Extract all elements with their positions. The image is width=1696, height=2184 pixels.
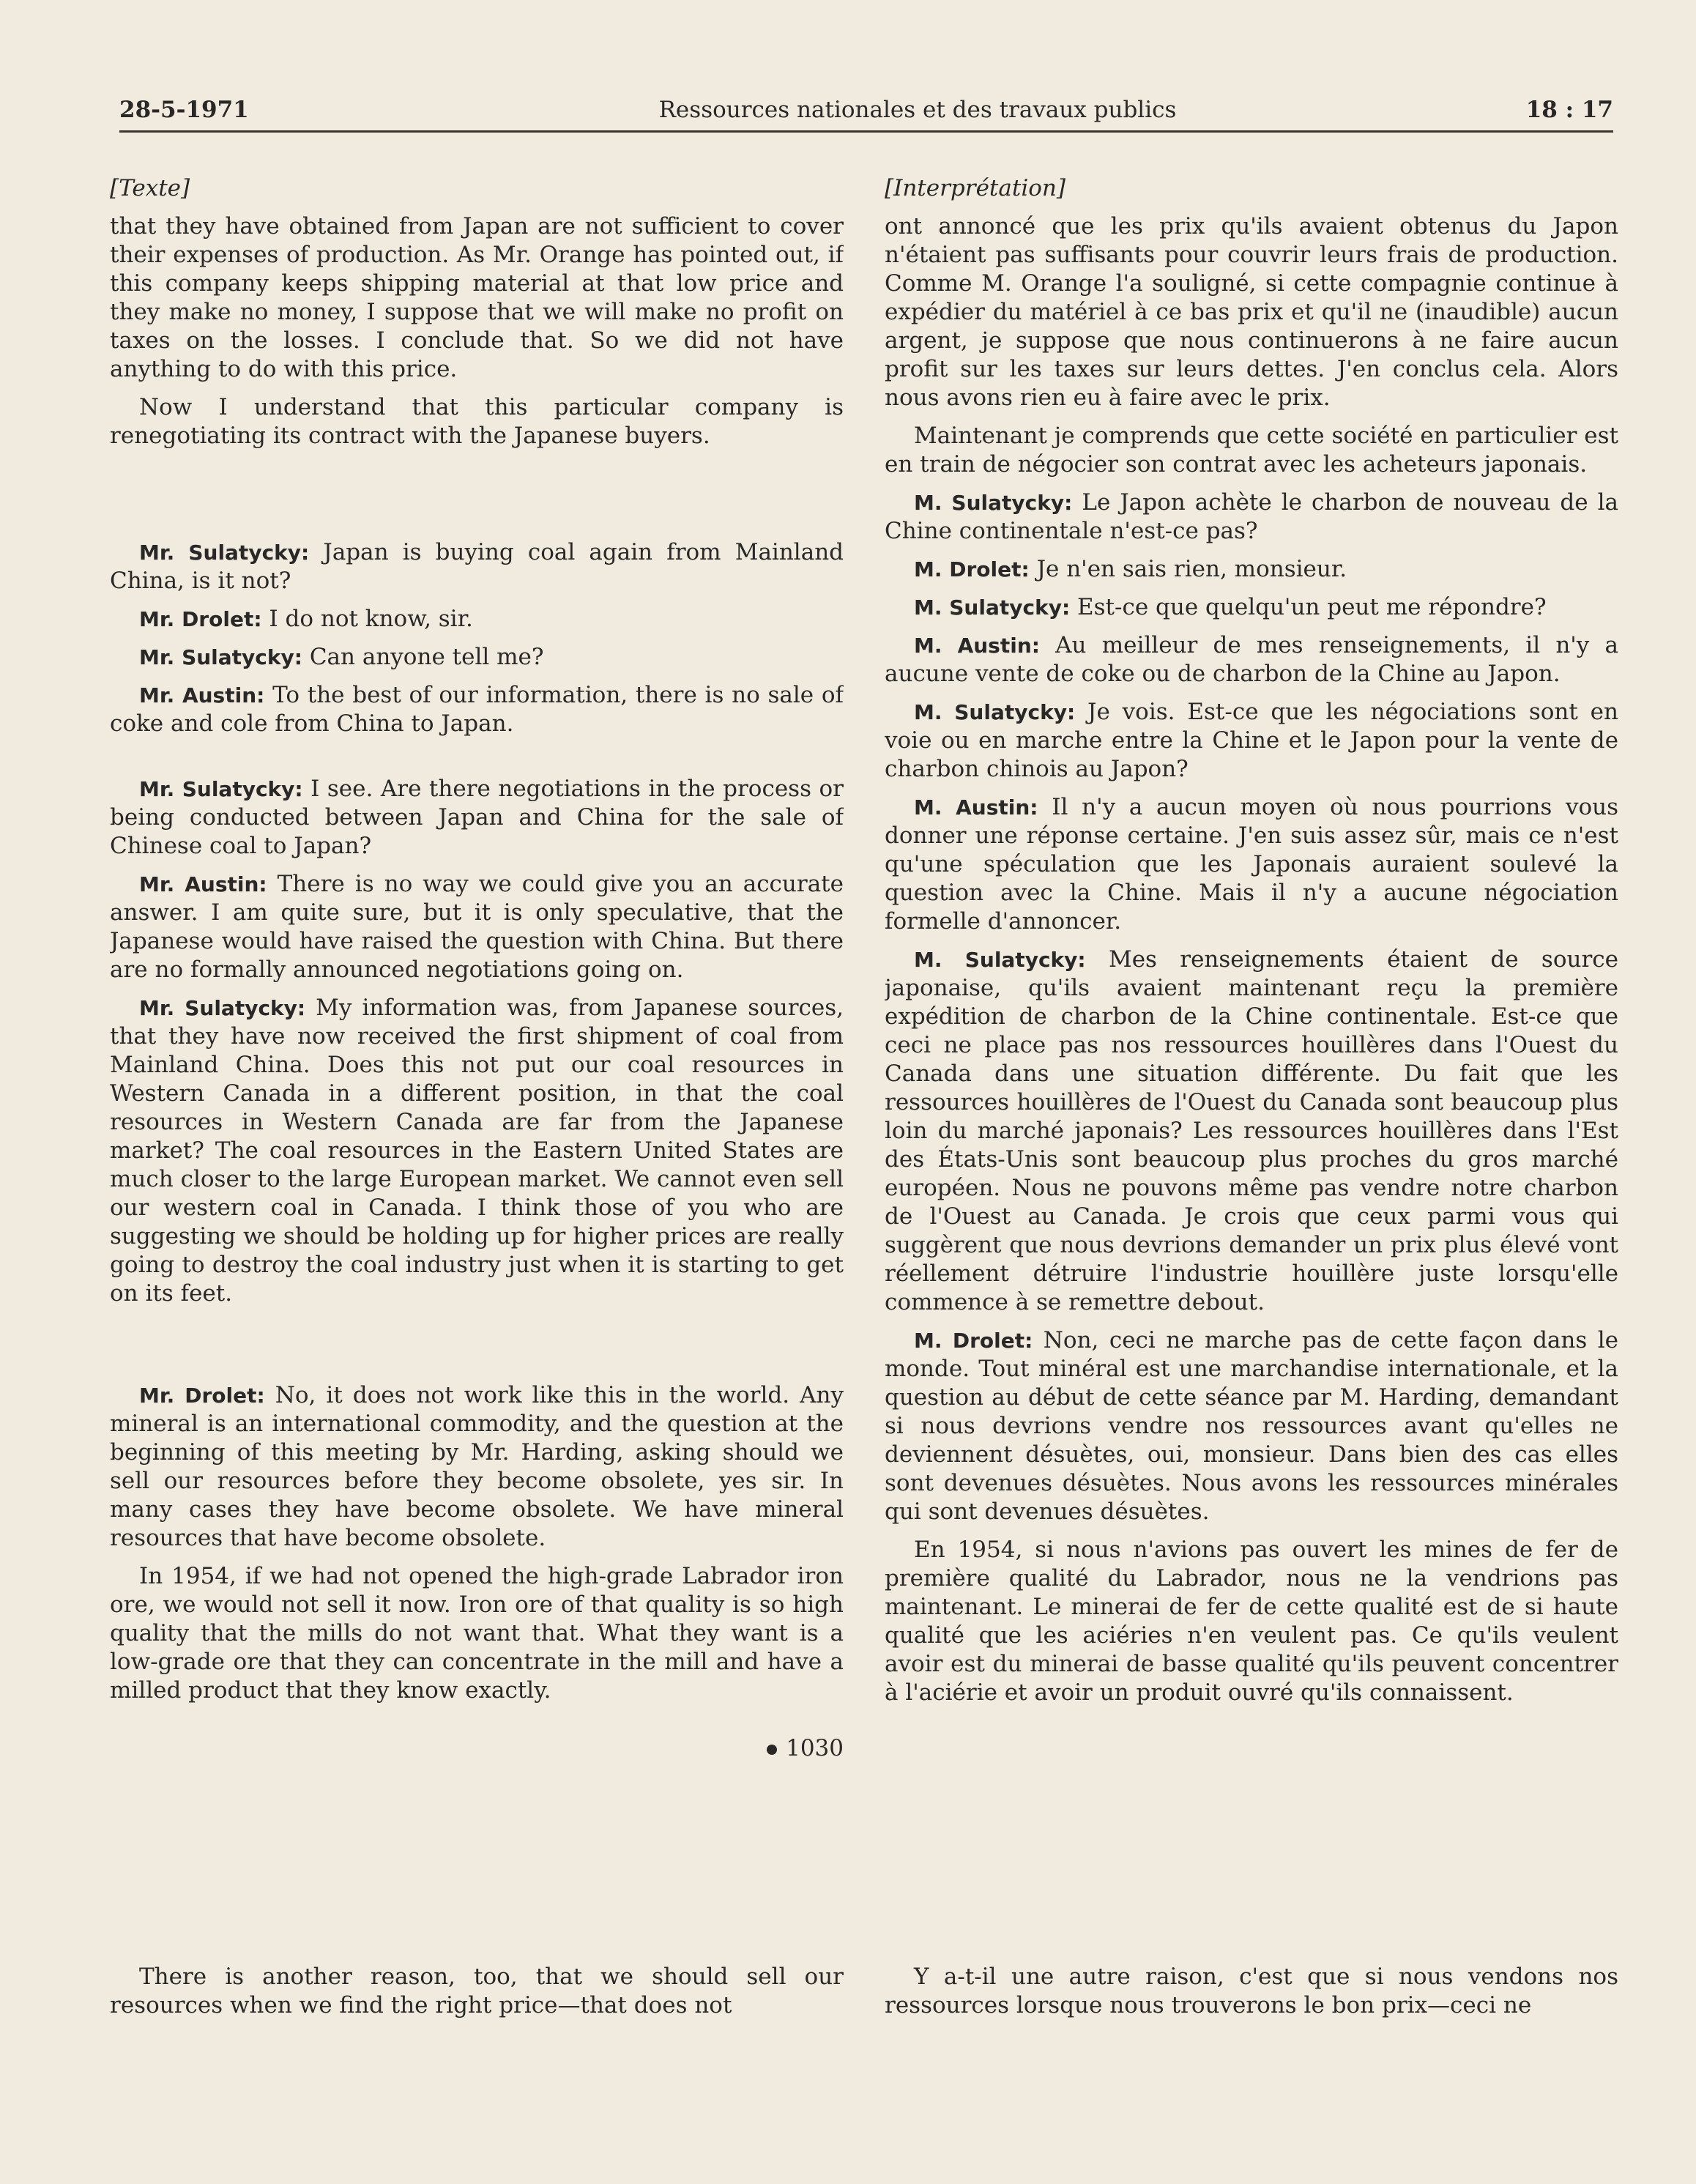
- speech: [885, 698, 1618, 784]
- speech-text: Japan is buying coal again from Mainland China, is it not?: [110, 539, 844, 594]
- speech-text: Can anyone tell me?: [309, 644, 544, 670]
- paragraph: There is another reason, too, that we should sell our resources when we find the right price—that does not: [110, 1964, 844, 2018]
- speech: [110, 994, 844, 1308]
- speech: [110, 870, 844, 984]
- speech: [110, 643, 844, 672]
- header-date: 28-5-1971: [119, 97, 249, 123]
- paragraph: Maintenant je comprends que cette société en particulier est en train de négocier son contrat avec les acheteurs japonais.: [885, 423, 1618, 478]
- speech: [110, 1381, 844, 1553]
- speech-text: No, it does not work like this in the world. Any mineral is an international commodity, and the question at the beginning of this meeting by Mr. Harding, asking should we sell our resources before they become obsolete, yes sir. In many cases they have become obsolete. We have mineral resources that have become obsolete.: [110, 1382, 844, 1551]
- speech-text: I see. Are there negotiations in the process or being conducted between Japan and China for the sale of Chinese coal to Japan?: [110, 776, 844, 859]
- speaker: M. Sulatycky:: [914, 700, 1076, 724]
- speech-text: There is no way we could give you an accurate answer. I am quite sure, but it is only speculative, that the Japanese would have raised the question with China. But there are no formally announced negotiations going on.: [110, 871, 844, 983]
- paragraph: ont annoncé que les prix qu'ils avaient obtenus du Japon n'étaient pas suffisants pour couvrir leurs frais de production. Comme M. Orange l'a souligné, si cette compagnie continue à expédier du matériel à ce bas prix et qu'il ne (inaudible) aucun argent, je suppose que nous continuerons à ne faire aucun profit sur les taxes sur leurs dettes. J'en conclus cela. Alors nous avons rien eu à faire avec le prix.: [885, 213, 1618, 411]
- speech-text: Est-ce que quelqu'un peut me répondre?: [1077, 594, 1547, 620]
- speech: [885, 946, 1618, 1317]
- header-rule: [119, 130, 1613, 133]
- french-bottom-block: [885, 1963, 1618, 2020]
- speaker: Mr. Sulatycky:: [139, 541, 310, 565]
- speech: [110, 605, 844, 634]
- header-title: Ressources nationales et des travaux publics: [658, 97, 1177, 123]
- time-marker-value: 1030: [786, 1735, 844, 1761]
- speech-text: Je vois. Est-ce que les négociations sont en voie ou en marche entre la Chine et le Japon pour la vente de charbon chinois au Japon?: [885, 699, 1618, 782]
- speaker: Mr. Austin:: [139, 872, 267, 896]
- english-bottom-block: [110, 1963, 844, 2020]
- speaker: M. Austin:: [914, 795, 1038, 820]
- paragraph: En 1954, si nous n'avions pas ouvert les mines de fer de première qualité du Labrador, nous ne la vendrions pas maintenant. Le minerai de fer de cette qualité est de si haute qualité que les aciéries n'en veulent pas. Ce qu'ils veulent avoir est du minerai de basse qualité qu'ils peuvent concentrer à l'aciérie et avoir un produit ouvré qu'ils connaissent.: [885, 1537, 1618, 1706]
- speech: [110, 775, 844, 861]
- speech-text: Mes renseignements étaient de source japonaise, qu'ils avaient maintenant reçu la première expédition de charbon de la Chine continentale. Est-ce que ceci ne place pas nos ressources houillères dans l'Ouest du Canada dans une situation différente. Du fait que les ressources houillères de l'Ouest du Canada sont beaucoup plus loin du marché japonais? Les ressources houillères dans l'Est des États-Unis sont beaucoup plus proches du gros marché européen. Nous ne pouvons même pas vendre notre charbon de l'Ouest au Canada. Je crois que ceux parmi vous qui suggèrent que nous devrions demander un prix plus élevé vont réellement détruire l'industrie houillère juste lorsqu'elle commence à se remettre debout.: [885, 946, 1618, 1315]
- speech-text: Au meilleur de mes renseignements, il n'y a aucune vente de coke ou de charbon de la Chine au Japon.: [885, 632, 1618, 687]
- paragraph: In 1954, if we had not opened the high-grade Labrador iron ore, we would not sell it now. Iron ore of that quality is so high quality that the mills do not want that. What they want is a low-grade ore that they can concentrate in the mill and have a milled product that they know exactly.: [110, 1563, 844, 1704]
- speech-text: Je n'en sais rien, monsieur.: [1036, 556, 1347, 582]
- speaker: Mr. Sulatycky:: [139, 645, 302, 669]
- speaker: M. Sulatycky:: [914, 948, 1086, 972]
- speech: [110, 538, 844, 595]
- speech: [885, 1326, 1618, 1526]
- column-label: [Interprétation]: [885, 175, 1065, 201]
- time-marker: [110, 1734, 844, 1763]
- speech: [885, 631, 1618, 688]
- speaker: M. Sulatycky:: [914, 491, 1073, 515]
- speech-text: Le Japon achète le charbon de nouveau de la Chine continentale n'est-ce pas?: [885, 489, 1618, 544]
- french-column: [885, 174, 1618, 2049]
- speaker: Mr. Drolet:: [139, 607, 262, 631]
- paragraph: Now I understand that this particular company is renegotiating its contract with the Japanese buyers.: [110, 394, 844, 449]
- speaker: M. Sulatycky:: [914, 595, 1071, 620]
- speech-text: To the best of our information, there is no sale of coke and cole from China to Japan.: [110, 682, 844, 737]
- speech: [885, 793, 1618, 936]
- speaker: Mr. Sulatycky:: [139, 996, 306, 1020]
- speech: [885, 555, 1618, 584]
- speaker: Mr. Drolet:: [139, 1383, 265, 1408]
- paragraph: Y a-t-il une autre raison, c'est que si nous vendons nos ressources lorsque nous trouverons le bon prix—ceci ne: [885, 1964, 1618, 2018]
- speech-text: Il n'y a aucun moyen où nous pourrions vous donner une réponse certaine. J'en suis assez sûr, mais ce n'est qu'une spéculation que les Japonais auraient soulevé la question avec la Chine. Mais il n'y a aucune négociation formelle d'annoncer.: [885, 794, 1618, 935]
- speaker: M. Drolet:: [914, 1329, 1033, 1353]
- speaker: Mr. Sulatycky:: [139, 777, 303, 801]
- running-header: [119, 94, 1613, 129]
- speech: [110, 681, 844, 738]
- speech: [885, 593, 1618, 622]
- paragraph: that they have obtained from Japan are not sufficient to cover their expenses of production. As Mr. Orange has pointed out, if this company keeps shipping material at that low price and they make no money, I suppose that we will make no profit on taxes on the losses. I conclude that. So we did not have anything to do with this price.: [110, 213, 844, 382]
- speaker: Mr. Austin:: [139, 683, 265, 707]
- column-label: [Texte]: [110, 175, 190, 201]
- speech: [885, 489, 1618, 546]
- header-page-number: 18 : 17: [1525, 97, 1613, 123]
- speaker: M. Austin:: [914, 634, 1040, 658]
- speech-text: Non, ceci ne marche pas de cette façon dans le monde. Tout minéral est une marchandise internationale, et la question au début de cette séance par M. Harding, demandant si nous devrions vendre nos ressources avant qu'elles ne deviennent désuètes, oui, monsieur. Dans bien des cas elles sont devenues désuètes. Nous avons les ressources minérales qui sont devenues désuètes.: [885, 1327, 1618, 1525]
- speaker: M. Drolet:: [914, 557, 1030, 582]
- speech-text: My information was, from Japanese sources, that they have now received the first shipment of coal from Mainland China. Does this not put our coal resources in Western Canada in a different position, in that the coal resources in Western Canada are far from the Japanese market? The coal resources in the Eastern United States are much closer to the large European market. We cannot even sell our western coal in Canada. I think those of you who are suggesting we should be holding up for higher prices are really going to destroy the coal industry just when it is starting to get on its feet.: [110, 995, 844, 1307]
- bullet-icon: [767, 1745, 777, 1755]
- english-column: [110, 174, 844, 2049]
- speech-text: I do not know, sir.: [269, 606, 473, 632]
